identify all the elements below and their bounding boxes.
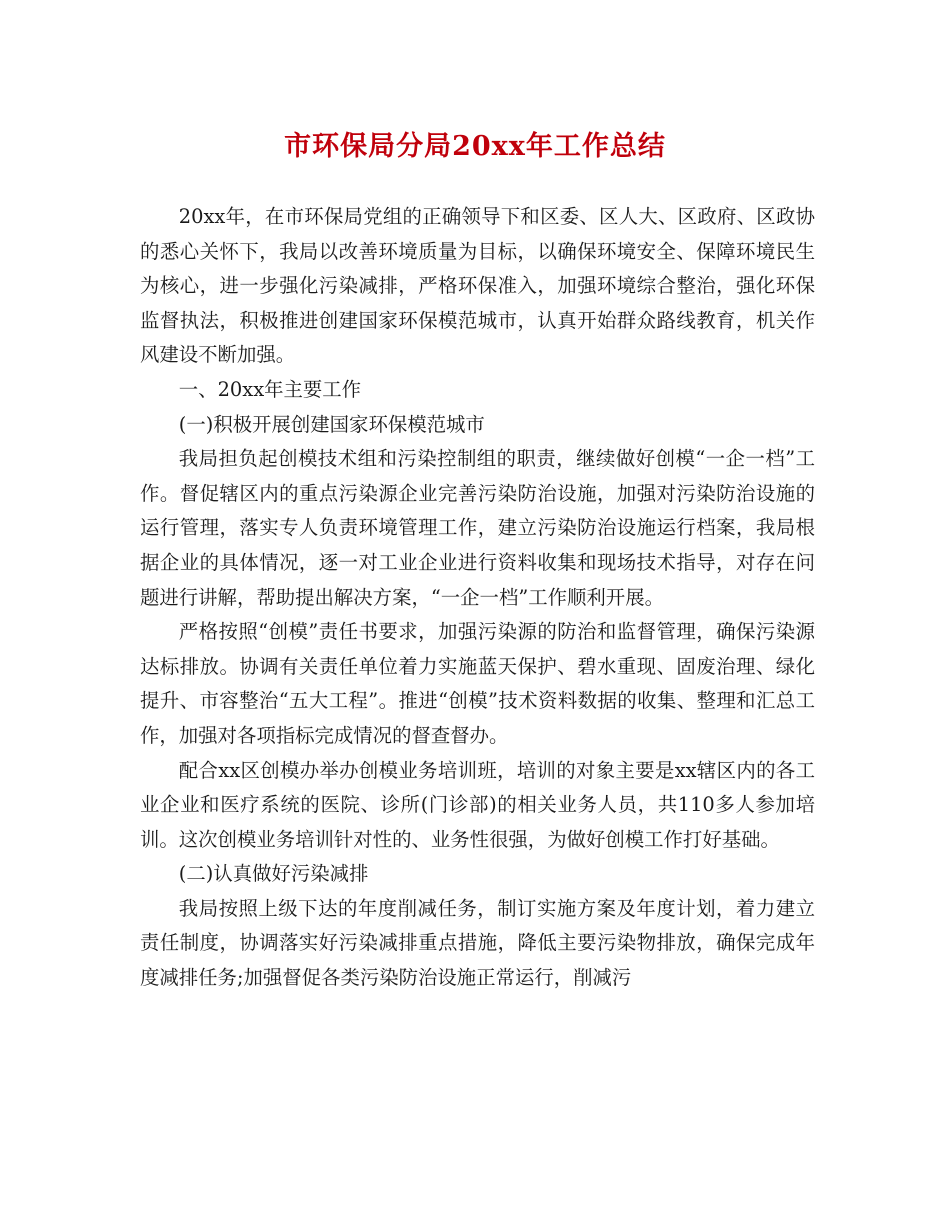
paragraph-training: 配合xx区创模办举办创模业务培训班，培训的对象主要是xx辖区内的各工业企业和医疗系统的医院、诊所(门诊部)的相关业务人员，共110多人参加培训。这次创模业务培训针对性的、业务性很强，为做好创模工作打好基础。 (140, 758, 815, 851)
subsection-heading-emission-reduction: (二)认真做好污染减排 (178, 862, 369, 886)
document-title: 市环保局分局20xx年工作总结 (284, 131, 666, 162)
paragraph-emission-reduction: 我局按照上级下达的年度削减任务，制订实施方案及年度计划，着力建立责任制度，协调落实好污染减排重点措施，降低主要污染物排放，确保完成年度减排任务;加强督促各类污染防治设施正常运行，削减污 (140, 896, 815, 990)
subsection-heading-model-city: (一)积极开展创建国家环保模范城市 (178, 412, 485, 436)
paragraph-intro: 20xx年，在市环保局党组的正确领导下和区委、区人大、区政府、区政协的悉心关怀下，我局以改善环境质量为目标，以确保环境安全、保障环境民生为核心，进一步强化污染减排，严格环保准入，加强环境综合整治，强化环保监督执法，积极推进创建国家环保模范城市，认真开始群众路线教育，机关作风建设不断加强。 (140, 205, 815, 367)
paragraph-responsibility-letter: 严格按照“创模”责任书要求，加强污染源的防治和监督管理，确保污染源达标排放。协调有关责任单位着力实施蓝天保护、碧水重现、固废治理、绿化提升、市容整治“五大工程”。推进“创模”技术资料数据的收集、整理和汇总工作，加强对各项指标完成情况的督查督办。 (140, 620, 815, 747)
section-heading-main-work: 一、20xx年主要工作 (178, 377, 362, 401)
document-body (140, 200, 815, 996)
paragraph-one-enterprise-one-file: 我局担负起创模技术组和污染控制组的职责，继续做好创模“一企一档”工作。督促辖区内的重点污染源企业完善污染防治设施，加强对污染防治设施的运行管理，落实专人负责环境管理工作，建立污染防治设施运行档案，我局根据企业的具体情况，逐一对工业企业进行资料收集和现场技术指导，对存在问题进行讲解，帮助提出解决方案，“一企一档”工作顺利开展。 (140, 447, 815, 609)
